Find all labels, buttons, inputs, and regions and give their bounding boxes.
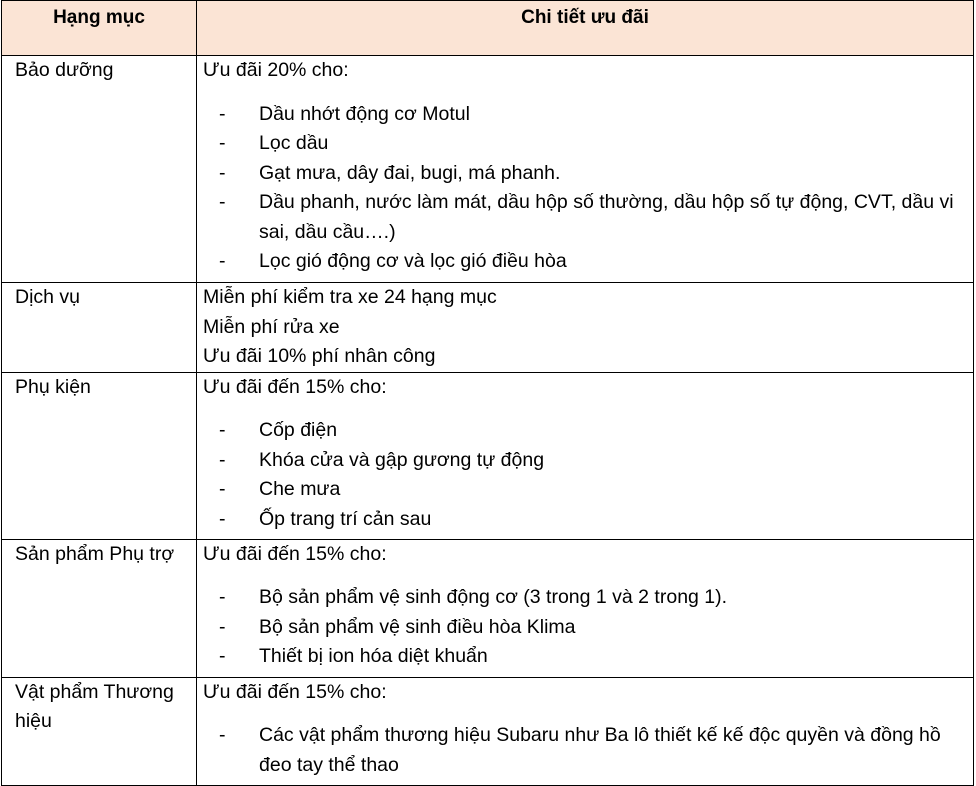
offers-table: [1, 0, 974, 786]
list-item-text: Lọc gió động cơ và lọc gió điều hòa: [259, 250, 567, 272]
list-item: [203, 721, 965, 780]
list-item-text: Che mưa: [259, 478, 341, 500]
row-category: Dịch vụ: [2, 283, 197, 373]
row-details: [197, 677, 974, 785]
list-item-text: Khóa cửa và gập gương tự động: [259, 448, 545, 471]
row-details: [197, 56, 974, 283]
list-item: [203, 247, 965, 277]
row-category: Sản phẩm Phụ trợ: [2, 539, 197, 677]
row-intro: Ưu đãi 20% cho:: [203, 59, 349, 81]
dash-icon: -: [219, 132, 226, 154]
row-details: [197, 283, 974, 373]
header-details: Chi tiết ưu đãi: [197, 1, 974, 56]
table-row: [2, 283, 974, 373]
list-item: [203, 613, 965, 643]
list-item: [203, 188, 965, 247]
row-details: [197, 539, 974, 677]
list-item-text: Thiết bị ion hóa diệt khuẩn: [259, 645, 488, 667]
detail-line: Miễn phí rửa xe: [203, 315, 340, 338]
list-item-text: Cốp điện: [259, 419, 338, 441]
list-item: [203, 446, 965, 476]
table-header: [2, 1, 974, 56]
bullet-list: [203, 416, 965, 534]
dash-icon: -: [219, 419, 226, 441]
dash-icon: -: [219, 102, 226, 125]
table-row: [2, 56, 974, 283]
dash-icon: -: [219, 191, 226, 213]
bullet-list: [203, 100, 965, 277]
dash-icon: -: [219, 645, 226, 667]
list-item-text: Lọc dầu: [259, 132, 329, 154]
row-intro: Ưu đãi đến 15% cho:: [203, 542, 387, 565]
detail-line: Miễn phí kiểm tra xe 24 hạng mục: [203, 286, 497, 308]
list-item: [203, 159, 965, 189]
header-row: [2, 1, 974, 56]
dash-icon: -: [219, 724, 226, 746]
dash-icon: -: [219, 161, 226, 184]
header-category: Hạng mục: [2, 1, 197, 56]
list-item-text: Dầu nhớt động cơ Motul: [259, 102, 470, 125]
dash-icon: -: [219, 615, 226, 638]
bullet-list: [203, 721, 965, 780]
list-item: [203, 475, 965, 505]
list-item: [203, 583, 965, 613]
detail-line: Ưu đãi 10% phí nhân công: [203, 345, 436, 367]
list-item: [203, 129, 965, 159]
list-item-text: Dầu phanh, nước làm mát, dầu hộp số thường, dầu hộp số tự động, CVT, dầu vi sai, dầu cầu….): [259, 191, 954, 243]
list-item-text: Ốp trang trí cản sau: [259, 507, 432, 530]
stray-border-mark: [973, 58, 974, 86]
list-item-text: Bộ sản phẩm vệ sinh điều hòa Klima: [259, 615, 576, 638]
dash-icon: -: [219, 507, 226, 530]
table-row: [2, 372, 974, 539]
list-item-text: Gạt mưa, dây đai, bugi, má phanh.: [259, 161, 561, 184]
dash-icon: -: [219, 586, 226, 608]
list-item-text: Các vật phẩm thương hiệu Subaru như Ba lô thiết kế kế độc quyền và đồng hồ đeo tay thể thao: [259, 724, 941, 776]
row-intro: Ưu đãi đến 15% cho:: [203, 375, 387, 398]
row-category: Bảo dưỡng: [2, 56, 197, 283]
list-item: [203, 505, 965, 535]
list-item-text: Bộ sản phẩm vệ sinh động cơ (3 trong 1 và 2 trong 1).: [259, 586, 728, 608]
bullet-list: [203, 583, 965, 672]
list-item: [203, 100, 965, 130]
dash-icon: -: [219, 448, 226, 471]
table-row: [2, 539, 974, 677]
row-category: Vật phẩm Thương hiệu: [2, 677, 197, 785]
list-item: [203, 642, 965, 672]
list-item: [203, 416, 965, 446]
row-category: Phụ kiện: [2, 372, 197, 539]
dash-icon: -: [219, 250, 226, 272]
row-intro: Ưu đãi đến 15% cho:: [203, 680, 387, 703]
table-row: [2, 677, 974, 785]
dash-icon: -: [219, 478, 226, 500]
row-details: [197, 372, 974, 539]
